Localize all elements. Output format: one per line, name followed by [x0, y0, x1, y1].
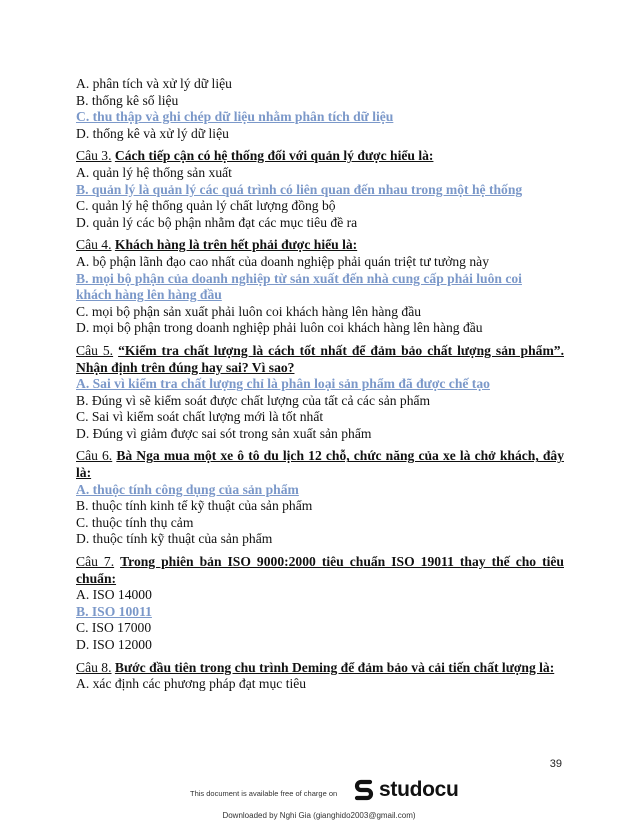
option-c: C. mọi bộ phận sản xuất phải luôn coi khách hàng lên hàng đầu [76, 303, 422, 319]
question-6-prompt [76, 448, 564, 481]
option-d: D. quản lý các bộ phận nhằm đạt các mục tiêu đề ra [76, 214, 358, 230]
option-d: D. thống kê và xử lý dữ liệu [76, 125, 229, 141]
option-c: C. Sai vì kiểm soát chất lượng mới là tốt nhất [76, 409, 324, 425]
question-3-prompt [76, 148, 564, 165]
question-number: Câu 3. [76, 148, 112, 164]
option-d: D. Đúng vì giảm được sai sót trong sản xuất sản phẩm [76, 425, 372, 441]
option-d: D. mọi bộ phận trong doanh nghiệp phải luôn coi khách hàng lên hàng đầu [76, 320, 483, 336]
page-number: 39 [549, 758, 562, 770]
option-a-correct: A. Sai vì kiểm tra chất lượng chỉ là phân loại sản phẩm đã được chế tạo [76, 376, 490, 392]
option-b-correct: B. ISO 10011 [76, 603, 152, 619]
studocu-wordmark: studocu [379, 778, 459, 801]
option-a: A. ISO 14000 [76, 587, 152, 603]
option-b-correct: B. mọi bộ phận của doanh nghiệp từ sản xuất đến nhà cung cấp phải luôn coi [76, 270, 522, 286]
document-body [76, 76, 564, 693]
option-b: B. Đúng vì sẽ kiểm soát được chất lượng của tất cả các sản phẩm [76, 392, 431, 408]
option-a: A. bộ phận lãnh đạo cao nhất của doanh nghiệp phải quán triệt tư tưởng này [76, 253, 490, 269]
question-6 [76, 448, 564, 548]
question-text: Trong phiên bản ISO 9000:2000 tiêu chuẩn ISO 19011 thay thế cho tiêu chuẩn: [76, 554, 564, 586]
question-7 [76, 554, 564, 654]
question-text: “Kiểm tra chất lượng là cách tốt nhất để đảm bảo chất lượng sản phẩm”. Nhận định trên đúng hay sai? Vì sao? [76, 342, 564, 375]
question-number: Câu 6. [76, 448, 113, 464]
studocu-logo[interactable] [353, 778, 459, 802]
question-4-prompt [76, 237, 564, 254]
option-b: B. thuộc tính kinh tế kỹ thuật của sản phẩm [76, 498, 313, 514]
option-c: C. ISO 17000 [76, 620, 152, 636]
option-c: C. thuộc tính thụ cảm [76, 514, 194, 530]
question-number: Câu 7. [76, 554, 115, 570]
question-text: Khách hàng là trên hết phải được hiểu là: [114, 237, 358, 253]
question-4 [76, 237, 564, 337]
option-b-correct: B. quản lý là quản lý các quá trình có liên quan đến nhau trong một hệ thống [76, 181, 523, 197]
question-5 [76, 343, 564, 443]
question-8 [76, 660, 564, 693]
option-b-correct-continued: khách hàng lên hàng đầu [76, 287, 222, 303]
availability-note: This document is available free of charge on [190, 789, 338, 798]
option-a: A. phân tích và xử lý dữ liệu [76, 76, 232, 91]
option-c-correct: C. thu thập và ghi chép dữ liệu nhằm phân tích dữ liệu [76, 109, 394, 125]
intro-options [76, 76, 564, 142]
option-a: A. quản lý hệ thống sản xuất [76, 164, 232, 180]
question-text: Cách tiếp cận có hệ thống đối với quản lý được hiểu là: [114, 148, 434, 164]
question-number: Câu 5. [76, 342, 114, 358]
question-7-prompt [76, 554, 564, 587]
question-5-prompt [76, 343, 564, 376]
option-a-correct: A. thuộc tính công dụng của sản phẩm [76, 481, 299, 497]
question-3 [76, 148, 564, 231]
question-number: Câu 4. [76, 237, 112, 253]
option-a: A. xác định các phương pháp đạt mục tiêu [76, 676, 307, 692]
question-text: Bà Nga mua một xe ô tô du lịch 12 chỗ, chức năng của xe là chở khách, đây là: [76, 448, 564, 481]
option-d: D. thuộc tính kỹ thuật của sản phẩm [76, 531, 273, 547]
question-text: Bước đầu tiên trong chu trình Deming để đảm bảo và cải tiến chất lượng là: [114, 659, 555, 675]
question-number: Câu 8. [76, 659, 112, 675]
studocu-logo-icon [353, 778, 375, 802]
question-8-prompt [76, 660, 564, 677]
option-b: B. thống kê số liệu [76, 92, 179, 108]
option-d: D. ISO 12000 [76, 637, 152, 652]
option-c: C. quản lý hệ thống quản lý chất lượng đồng bộ [76, 198, 336, 214]
downloaded-by-note: Downloaded by Nghi Gia (gianghido2003@gmail.com) [222, 811, 416, 820]
